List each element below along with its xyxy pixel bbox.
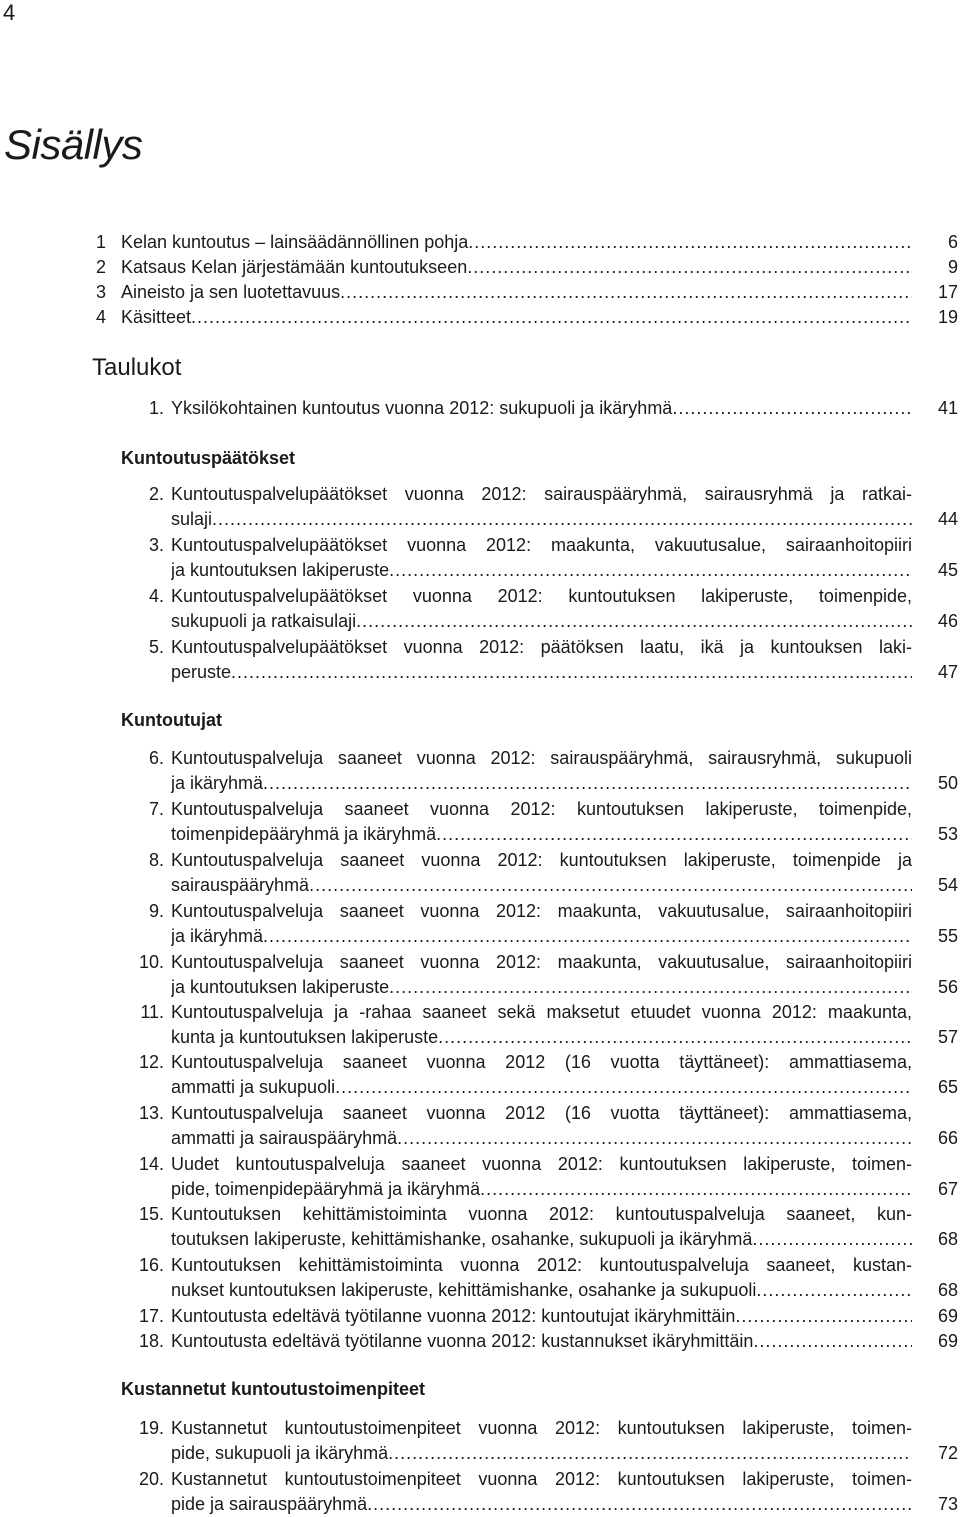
table-entry (148, 797, 912, 847)
entry-line-text: pide, toimenpidepääryhmä ja ikäryhmä (171, 1179, 481, 1199)
table-entry (138, 1416, 912, 1466)
dot-leader (263, 924, 912, 949)
entry-page-number: 56 (937, 977, 958, 997)
dot-leader (438, 1025, 912, 1050)
entry-text (171, 482, 912, 532)
dot-leader (340, 280, 912, 305)
entry-line-text: Aineisto ja sen luotettavuus (121, 282, 341, 302)
entry-page-number: 17 (937, 282, 958, 302)
entry-number: 4 (95, 307, 106, 327)
entry-number: 7. (148, 799, 164, 819)
subsection-heading: Kuntoutuspäätökset (121, 448, 296, 468)
entry-text (171, 848, 912, 898)
dot-leader (263, 771, 912, 796)
entry-line-text: toutuksen lakiperuste, kehittämishanke, osahanke, sukupuoli ja ikäryhmä (171, 1229, 753, 1249)
entry-page-number: 68 (937, 1229, 958, 1249)
entry-line-text: nukset kuntoutuksen lakiperuste, kehittämishanke, osahanke ja sukupuoli (171, 1280, 757, 1300)
entry-line (171, 396, 912, 421)
entry-number: 1 (95, 232, 106, 252)
entry-number: 11. (140, 1002, 164, 1022)
dot-leader (735, 1304, 912, 1329)
table-entry (148, 635, 912, 685)
entry-line: Kuntoutuspalveluja saaneet vuonna 2012: kuntoutuksen lakiperuste, toimenpide, (171, 799, 912, 819)
entry-text (171, 1050, 912, 1100)
dot-leader (467, 255, 912, 280)
entry-page-number: 65 (937, 1077, 958, 1097)
entry-text (171, 797, 912, 847)
entry-line-text: ja ikäryhmä (171, 773, 264, 793)
entry-page-number: 47 (937, 662, 958, 682)
entry-number: 5. (148, 637, 164, 657)
entry-number: 2 (95, 257, 106, 277)
entry-line (121, 280, 912, 305)
entry-line (171, 1177, 912, 1202)
entry-text (171, 533, 912, 583)
entry-line (171, 1126, 912, 1151)
entry-line (171, 558, 912, 583)
entry-line: Kuntoutuspalvelupäätökset vuonna 2012: päätöksen laatu, ikä ja kuntouksen laki- (171, 637, 912, 657)
table-entry (138, 1329, 912, 1354)
entry-text (171, 1101, 912, 1151)
entry-line-text: sukupuoli ja ratkaisulaji (171, 611, 357, 631)
entry-number: 18. (138, 1331, 164, 1351)
entry-number: 13. (138, 1103, 164, 1123)
entry-line: Kuntoutuspalveluja saaneet vuonna 2012: kuntoutuksen lakiperuste, toimenpide ja (171, 850, 912, 870)
table-entry (148, 482, 912, 532)
table-entry (148, 848, 912, 898)
entry-line: Kuntoutuspalveluja saaneet vuonna 2012 (16 vuotta täyttäneet): ammattiasema, (171, 1052, 912, 1072)
table-entry (148, 584, 912, 634)
entry-page-number: 55 (937, 926, 958, 946)
entry-number: 19. (138, 1418, 164, 1438)
entry-line: Uudet kuntoutuspalveluja saaneet vuonna 2012: kuntoutuksen lakiperuste, toimen- (171, 1154, 912, 1174)
table-entry (138, 1101, 912, 1151)
entry-line: Kustannetut kuntoutustoimenpiteet vuonna 2012: kuntoutuksen lakiperuste, toimen- (171, 1469, 912, 1489)
dot-leader (397, 1126, 912, 1151)
entry-line-text: ammatti ja sairauspääryhmä (171, 1128, 398, 1148)
entry-page-number: 6 (947, 232, 958, 252)
entry-text (121, 230, 912, 255)
entry-line: Kuntoutuksen kehittämistoiminta vuonna 2012: kuntoutuspalveluja saaneet, kustan- (171, 1255, 912, 1275)
entry-page-number: 66 (937, 1128, 958, 1148)
page-title: Sisällys (4, 121, 143, 168)
entry-page-number: 19 (937, 307, 958, 327)
entry-line (171, 609, 912, 634)
entry-page-number: 41 (937, 398, 958, 418)
entry-line (121, 230, 912, 255)
table-entry (138, 1152, 912, 1202)
table-entry (148, 396, 912, 421)
entry-page-number: 54 (937, 875, 958, 895)
entry-text (171, 1000, 912, 1050)
entry-line (171, 771, 912, 796)
entry-line: Kuntoutuspalveluja saaneet vuonna 2012 (16 vuotta täyttäneet): ammattiasema, (171, 1103, 912, 1123)
entry-line-text: ja kuntoutuksen lakiperuste (171, 560, 390, 580)
entry-line (171, 1441, 912, 1466)
table-entry (138, 1202, 912, 1252)
dot-leader (389, 558, 912, 583)
entry-number: 17. (138, 1306, 164, 1326)
entry-text (171, 635, 912, 685)
dot-leader (468, 230, 912, 255)
entry-line (171, 507, 912, 532)
dot-leader (753, 1329, 912, 1354)
entry-page-number: 72 (937, 1443, 958, 1463)
entry-text (171, 396, 912, 421)
entry-page-number: 68 (937, 1280, 958, 1300)
entry-line: Kuntoutuspalvelupäätökset vuonna 2012: maakunta, vakuutusalue, sairaanhoitopiiri (171, 535, 912, 555)
entry-line: Kustannetut kuntoutustoimenpiteet vuonna 2012: kuntoutuksen lakiperuste, toimen- (171, 1418, 912, 1438)
entry-text (171, 1304, 912, 1329)
entry-number: 6. (148, 748, 164, 768)
dot-leader (212, 507, 912, 532)
table-entry (138, 1467, 912, 1517)
table-entry (148, 899, 912, 949)
entry-number: 8. (148, 850, 164, 870)
entry-number: 9. (148, 901, 164, 921)
dot-leader (388, 1441, 912, 1466)
chapter-entry (95, 280, 912, 305)
entry-line (171, 1304, 912, 1329)
entry-line-text: Kuntoutusta edeltävä työtilanne vuonna 2012: kustannukset ikäryhmittäin (171, 1331, 754, 1351)
entry-line (171, 1278, 912, 1303)
entry-line: Kuntoutuksen kehittämistoiminta vuonna 2012: kuntoutuspalveluja saaneet, kun- (171, 1204, 912, 1224)
chapter-entry (95, 230, 912, 255)
table-entry (140, 1000, 912, 1050)
dot-leader (752, 1227, 912, 1252)
entry-line (121, 255, 912, 280)
entry-text (121, 280, 912, 305)
entry-line-text: sulaji (171, 509, 213, 529)
table-entry (138, 1050, 912, 1100)
dot-leader (389, 975, 912, 1000)
entry-page-number: 53 (937, 824, 958, 844)
entry-text (171, 584, 912, 634)
entry-line: Kuntoutuspalveluja saaneet vuonna 2012: maakunta, vakuutusalue, sairaanhoitopiiri (171, 901, 912, 921)
entry-line-text: peruste (171, 662, 232, 682)
entry-number: 3. (148, 535, 164, 555)
entry-text (171, 950, 912, 1000)
entry-line (171, 660, 912, 685)
entry-number: 20. (138, 1469, 164, 1489)
entry-line: Kuntoutuspalvelupäätökset vuonna 2012: sairauspääryhmä, sairausryhmä ja ratkai- (171, 484, 912, 504)
entry-number: 1. (148, 398, 164, 418)
chapter-entry (95, 255, 912, 280)
entry-line: Kuntoutuspalveluja saaneet vuonna 2012: sairauspääryhmä, sairausryhmä, sukupuoli (171, 748, 912, 768)
entry-line (171, 975, 912, 1000)
dot-leader (756, 1278, 912, 1303)
dot-leader (335, 1075, 912, 1100)
entry-line (171, 1329, 912, 1354)
entry-line-text: toimenpidepääryhmä ja ikäryhmä (171, 824, 437, 844)
entry-line (171, 822, 912, 847)
entry-text (171, 1416, 912, 1466)
entry-page-number: 73 (937, 1494, 958, 1514)
subsection-heading: Kustannetut kuntoutustoimenpiteet (121, 1379, 425, 1399)
entry-number: 10. (138, 952, 164, 972)
entry-line-text: kunta ja kuntoutuksen lakiperuste (171, 1027, 439, 1047)
entry-page-number: 9 (947, 257, 958, 277)
entry-number: 3 (95, 282, 106, 302)
entry-page-number: 44 (937, 509, 958, 529)
section-heading-tables: Taulukot (92, 354, 182, 381)
entry-number: 12. (138, 1052, 164, 1072)
dot-leader (191, 305, 912, 330)
entry-text (171, 899, 912, 949)
entry-number: 14. (138, 1154, 164, 1174)
entry-text (171, 1467, 912, 1517)
entry-number: 16. (138, 1255, 164, 1275)
entry-line-text: Kuntoutusta edeltävä työtilanne vuonna 2012: kuntoutujat ikäryhmittäin (171, 1306, 736, 1326)
entry-line-text: Käsitteet (121, 307, 192, 327)
entry-page-number: 50 (937, 773, 958, 793)
entry-text (171, 1202, 912, 1252)
dot-leader (309, 873, 912, 898)
page-number: 4 (3, 0, 16, 25)
entry-line-text: ammatti ja sukupuoli (171, 1077, 336, 1097)
dot-leader (672, 396, 912, 421)
entry-line-text: pide ja sairauspääryhmä (171, 1494, 368, 1514)
entry-page-number: 46 (937, 611, 958, 631)
entry-line: Kuntoutuspalveluja ja -rahaa saaneet sekä maksetut etuudet vuonna 2012: maakunta, (171, 1002, 912, 1022)
entry-text (171, 1329, 912, 1354)
entry-line (171, 1025, 912, 1050)
entry-text (121, 305, 912, 330)
dot-leader (480, 1177, 912, 1202)
entry-page-number: 57 (937, 1027, 958, 1047)
entry-line-text: ja kuntoutuksen lakiperuste (171, 977, 390, 997)
entry-page-number: 69 (937, 1306, 958, 1326)
entry-line-text: sairauspääryhmä (171, 875, 310, 895)
entry-number: 15. (138, 1204, 164, 1224)
entry-line: Kuntoutuspalvelupäätökset vuonna 2012: kuntoutuksen lakiperuste, toimenpide, (171, 586, 912, 606)
entry-number: 2. (148, 484, 164, 504)
entry-line (171, 1492, 912, 1517)
table-entry (138, 1253, 912, 1303)
chapter-entry (95, 305, 912, 330)
entry-line (171, 1075, 912, 1100)
entry-number: 4. (148, 586, 164, 606)
entry-line (171, 924, 912, 949)
dot-leader (367, 1492, 912, 1517)
entry-page-number: 67 (937, 1179, 958, 1199)
entry-line (171, 873, 912, 898)
entry-line (171, 1227, 912, 1252)
table-entry (148, 746, 912, 796)
entry-page-number: 45 (937, 560, 958, 580)
dot-leader (436, 822, 912, 847)
table-entry (148, 533, 912, 583)
entry-text (171, 746, 912, 796)
entry-line-text: Yksilökohtainen kuntoutus vuonna 2012: sukupuoli ja ikäryhmä (171, 398, 673, 418)
dot-leader (231, 660, 912, 685)
dot-leader (356, 609, 912, 634)
entry-line-text: Kelan kuntoutus – lainsäädännöllinen pohja (121, 232, 469, 252)
table-entry (138, 950, 912, 1000)
table-entry (138, 1304, 912, 1329)
entry-line-text: ja ikäryhmä (171, 926, 264, 946)
entry-text (121, 255, 912, 280)
subsection-heading: Kuntoutujat (121, 710, 222, 730)
entry-line (121, 305, 912, 330)
entry-page-number: 69 (937, 1331, 958, 1351)
entry-line: Kuntoutuspalveluja saaneet vuonna 2012: maakunta, vakuutusalue, sairaanhoitopiiri (171, 952, 912, 972)
entry-line-text: Katsaus Kelan järjestämään kuntoutukseen (121, 257, 468, 277)
entry-text (171, 1152, 912, 1202)
entry-line-text: pide, sukupuoli ja ikäryhmä (171, 1443, 389, 1463)
entry-text (171, 1253, 912, 1303)
